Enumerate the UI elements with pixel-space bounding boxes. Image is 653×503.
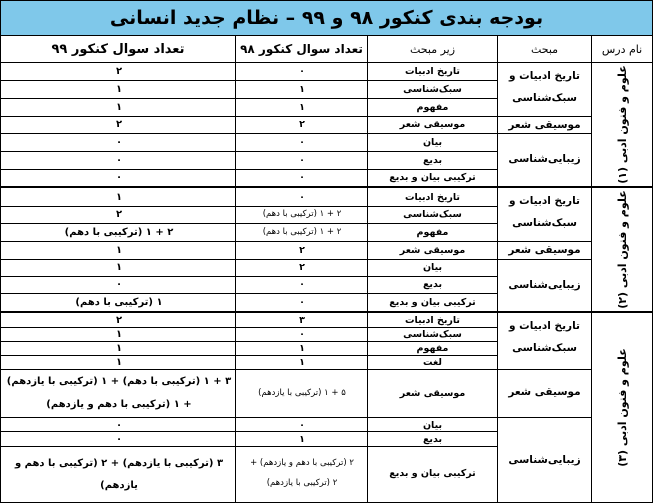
header-count-99: تعداد سوال کنکور ۹۹ — [51, 41, 185, 57]
count-99-cell: ۱ — [115, 84, 123, 95]
count-99-cell: ۱ — [115, 102, 123, 113]
count-98-cell: ۰ — [299, 279, 305, 290]
count-98-cell: ۲ — [299, 245, 305, 256]
count-98-cell: ۲ (ترکیبی با یازدهم) — [266, 478, 338, 488]
subtopic-cell: موسیقی شعر — [399, 388, 466, 399]
row-divider — [1, 206, 497, 207]
lesson-cell — [592, 188, 652, 311]
count-99-cell: ۰ — [115, 434, 123, 445]
count-98-cell: ۰ — [299, 192, 305, 203]
topic-label: تاریخ ادبیات و — [509, 195, 580, 207]
section-divider — [1, 186, 652, 188]
lesson-name: علوم و فنون ادبی (۲) — [615, 190, 629, 309]
lesson-name: علوم و فنون ادبی (۱) — [615, 65, 629, 184]
subtopic-cell: بدیع — [422, 155, 443, 166]
count-98-cell: ۲ + ۱ (ترکیبی با دهم) — [262, 209, 342, 219]
count-98-cell: ۲ (ترکیبی با دهم و یازدهم) + — [250, 458, 354, 468]
subtopic-cell: بیان — [422, 420, 443, 431]
count-99-cell: ۲ + ۱ (ترکیبی با دهم) — [64, 227, 174, 238]
page-title: بودجه بندی کنکور ۹۸ و ۹۹ – نظام جدید انسانی — [1, 1, 652, 36]
subtopic-cell: مفهوم — [416, 227, 449, 238]
row-divider — [1, 98, 497, 99]
topic-label: تاریخ ادبیات و — [509, 320, 580, 332]
count-98-cell: ۰ — [299, 155, 305, 166]
count-98-cell: ۰ — [299, 329, 305, 340]
topic-aesthetics: زیبایی‌شناسی — [508, 454, 581, 466]
subtopic-cell: تاریخ ادبیات — [404, 66, 460, 77]
row-divider — [1, 169, 497, 170]
lesson-name: علوم و فنون ادبی (۳) — [615, 348, 629, 467]
count-99-cell: ۲ — [115, 209, 123, 220]
count-99-cell: ۱ — [115, 357, 123, 368]
section-divider — [1, 311, 652, 313]
count-99-cell: ۳ + ۱ (ترکیبی با دهم) + ۱ (ترکیبی با یازدهم) — [6, 376, 232, 387]
count-99-cell: ۰ — [115, 155, 123, 166]
row-divider — [1, 62, 652, 63]
count-99-cell: ۳ (ترکیبی با یازدهم) + ۲ (ترکیبی با دهم و — [14, 458, 224, 469]
count-98-cell: ۰ — [299, 137, 305, 148]
subtopic-cell: بدیع — [422, 434, 443, 445]
subtopic-cell: ترکیبی بیان و بدیع — [389, 297, 476, 308]
lesson-cell — [592, 313, 652, 502]
subtopic-cell: لغت — [423, 357, 442, 368]
topic-label: تاریخ ادبیات و — [509, 70, 580, 82]
count-98-cell: ۲ + ۱ (ترکیبی با دهم) — [262, 227, 342, 237]
row-divider — [1, 241, 591, 242]
topic-history-style — [498, 194, 591, 230]
count-99-cell: ۰ — [115, 172, 123, 183]
count-99-cell: ۲ — [115, 315, 123, 326]
count-99-cell: ۰ — [115, 420, 123, 431]
count-98-cell: ۳ — [299, 315, 305, 326]
subtopic-cell: سبک‌شناسی — [403, 329, 462, 340]
topic-prosody: موسیقی شعر — [508, 119, 581, 131]
count-98-cell: ۰ — [299, 66, 305, 77]
subtopic-cell: موسیقی شعر — [399, 245, 466, 256]
count-98-cell: ۱ — [299, 102, 305, 113]
subtopic-cell: سبک‌شناسی — [403, 84, 462, 95]
topic-prosody: موسیقی شعر — [508, 244, 581, 256]
count-99-cell: ۱ — [115, 329, 123, 340]
subtopic-cell: ترکیبی بیان و بدیع — [389, 172, 476, 183]
row-divider — [1, 223, 497, 224]
topic-aesthetics: زیبایی‌شناسی — [508, 153, 581, 165]
header-topic: مبحث — [530, 42, 559, 56]
topic-aesthetics: زیبایی‌شناسی — [508, 279, 581, 291]
subtopic-cell: سبک‌شناسی — [403, 209, 462, 220]
topic-prosody: موسیقی شعر — [508, 386, 581, 398]
lesson-cell — [592, 63, 652, 186]
count-98-cell: ۲ — [299, 262, 305, 273]
header-subtopic: زیر مبحث — [409, 42, 456, 56]
topic-label: سبک‌شناسی — [512, 342, 577, 354]
count-98-cell: ۱ — [299, 343, 305, 354]
count-99-cell: یازدهم) — [100, 480, 138, 491]
count-99-cell: ۱ — [115, 245, 123, 256]
subtopic-cell: بیان — [422, 137, 443, 148]
topic-history-style — [498, 69, 591, 105]
row-divider — [1, 133, 591, 134]
subtopic-cell: بیان — [422, 262, 443, 273]
count-99-cell: ۰ — [115, 279, 123, 290]
count-99-cell: + ۱ (ترکیبی با دهم و یازدهم) — [46, 399, 192, 410]
row-divider — [1, 116, 591, 117]
subtopic-cell: تاریخ ادبیات — [404, 192, 460, 203]
topic-history-style — [498, 319, 591, 355]
count-99-cell: ۱ — [115, 192, 123, 203]
count-99-cell: ۱ — [115, 262, 123, 273]
header-lesson: نام درس — [601, 42, 643, 56]
count-98-cell: ۱ — [299, 84, 305, 95]
subtopic-cell: موسیقی شعر — [399, 119, 466, 130]
count-98-cell: ۰ — [299, 420, 305, 431]
count-99-cell: ۰ — [115, 137, 123, 148]
row-divider — [1, 417, 591, 418]
row-divider — [1, 369, 591, 370]
row-divider — [1, 446, 497, 447]
topic-label: سبک‌شناسی — [512, 217, 577, 229]
count-99-cell: ۲ — [115, 66, 123, 77]
count-98-cell: ۵ + ۱ (ترکیبی با یازدهم) — [258, 388, 346, 398]
count-99-cell: ۱ — [115, 343, 123, 354]
subtopic-cell: مفهوم — [416, 102, 449, 113]
count-98-cell: ۰ — [299, 297, 305, 308]
count-98-cell: ۱ — [299, 357, 305, 368]
subtopic-cell: بدیع — [422, 279, 443, 290]
row-divider — [1, 293, 497, 294]
count-99-cell: ۲ — [115, 119, 123, 130]
row-divider — [1, 80, 497, 81]
column-divider — [497, 35, 498, 502]
header-count-98: تعداد سوال کنکور ۹۸ — [240, 42, 363, 56]
count-99-cell: ۱ (ترکیبی با دهم) — [75, 297, 163, 308]
row-divider — [1, 151, 497, 152]
subtopic-cell: مفهوم — [416, 343, 449, 354]
subtopic-cell: ترکیبی بیان و بدیع — [389, 468, 476, 479]
subtopic-cell: تاریخ ادبیات — [404, 315, 460, 326]
row-divider — [1, 259, 591, 260]
count-98-cell: ۲ — [299, 119, 305, 130]
count-98-cell: ۱ — [299, 434, 305, 445]
topic-label: سبک‌شناسی — [512, 92, 577, 104]
row-divider — [1, 276, 497, 277]
count-98-cell: ۰ — [299, 172, 305, 183]
